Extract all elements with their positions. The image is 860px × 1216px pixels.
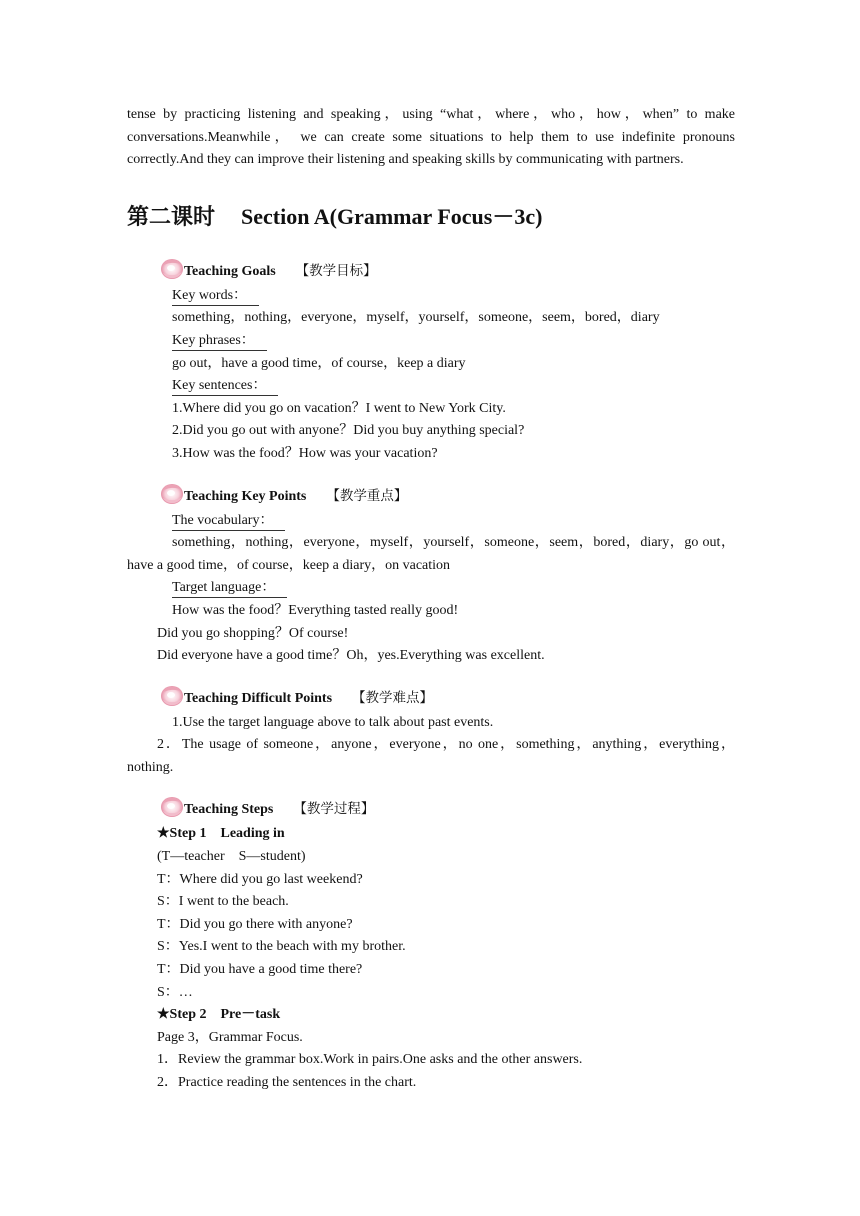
section-teaching-goals bbox=[127, 253, 735, 283]
step-line: T：Did you have a good time there? bbox=[157, 962, 363, 978]
section-heading-cn: 【教学目标】 bbox=[295, 262, 377, 279]
flower-bullet-icon bbox=[157, 480, 185, 508]
step-line: T：Where did you go last weekend? bbox=[157, 871, 363, 887]
step-line: S：I went to the beach. bbox=[157, 894, 289, 910]
flower-bullet-icon bbox=[157, 682, 185, 710]
step-line: S：Yes.I went to the beach with my brother. bbox=[157, 939, 406, 955]
difficult-item: 2．The usage of someone，anyone，everyone，no one，something，anything，everything，nothing. bbox=[127, 737, 735, 775]
step-title: ★Step 1 Leading in bbox=[157, 826, 285, 842]
key-phrases-label: Key phrases： bbox=[172, 332, 267, 351]
key-words-label: Key words： bbox=[172, 287, 259, 306]
key-phrases: go out，have a good time，of course，keep a diary bbox=[172, 355, 466, 371]
section-heading: Teaching Difficult Points bbox=[184, 690, 333, 706]
key-sentence: 1.Where did you go on vacation？I went to New York City. bbox=[172, 400, 506, 416]
section-heading-cn: 【教学重点】 bbox=[326, 487, 408, 504]
intro-paragraph: tense by practicing listening and speaking，using “what，where，who，how，when” to make conversations.Meanwhile， we can create some situations to help them to use indefinite pronouns correctly.And they can improve their listening and speaking skills by communicating with partners. bbox=[127, 107, 735, 168]
key-words: something，nothing，everyone，myself，yourself，someone，seem，bored，diary bbox=[172, 310, 660, 326]
target-line: Did everyone have a good time？Oh，yes.Everything was excellent. bbox=[157, 648, 545, 664]
flower-bullet-icon bbox=[157, 255, 185, 283]
section-teaching-steps bbox=[127, 791, 735, 821]
step-line: (T—teacher S—student) bbox=[157, 849, 306, 865]
target-line: How was the food？Everything tasted really good! bbox=[172, 602, 459, 618]
step-line: 2．Practice reading the sentences in the chart. bbox=[157, 1075, 417, 1090]
target-line: Did you go shopping？Of course! bbox=[157, 625, 349, 641]
step-line: 1．Review the grammar box.Work in pairs.One asks and the other answers. bbox=[157, 1052, 583, 1068]
key-sentence: 3.How was the food？How was your vacation? bbox=[172, 445, 438, 461]
step-line: T：Did you go there with anyone? bbox=[157, 916, 353, 932]
section-heading: Teaching Goals bbox=[184, 263, 276, 279]
flower-bullet-icon bbox=[157, 793, 185, 821]
section-difficult-points bbox=[127, 680, 735, 710]
vocabulary-label: The vocabulary： bbox=[172, 512, 285, 531]
lesson-title bbox=[127, 202, 735, 233]
lesson-title-en: Section A(Grammar Focus－3c) bbox=[241, 203, 543, 229]
step-line: Page 3，Grammar Focus. bbox=[157, 1029, 303, 1045]
section-heading-cn: 【教学过程】 bbox=[293, 801, 375, 818]
vocabulary-list: something，nothing，everyone，myself，yourself，someone，seem，bored，diary，go out，have a good time，of course，keep a diary，on vacation bbox=[127, 535, 735, 573]
key-sentences-label: Key sentences： bbox=[172, 377, 278, 396]
section-heading-cn: 【教学难点】 bbox=[352, 689, 434, 706]
lesson-title-cn: 第二课时 bbox=[127, 204, 216, 230]
section-heading: Teaching Key Points bbox=[184, 488, 307, 504]
target-language-label: Target language： bbox=[172, 579, 287, 598]
section-heading: Teaching Steps bbox=[184, 802, 274, 818]
section-key-points bbox=[127, 478, 735, 508]
step-line: S：… bbox=[157, 984, 193, 1000]
key-sentence: 2.Did you go out with anyone？Did you buy anything special? bbox=[172, 423, 525, 439]
step-title: ★Step 2 Pre－task bbox=[157, 1007, 281, 1023]
document-content bbox=[127, 104, 735, 1095]
difficult-item: 1.Use the target language above to talk about past events. bbox=[172, 714, 494, 730]
